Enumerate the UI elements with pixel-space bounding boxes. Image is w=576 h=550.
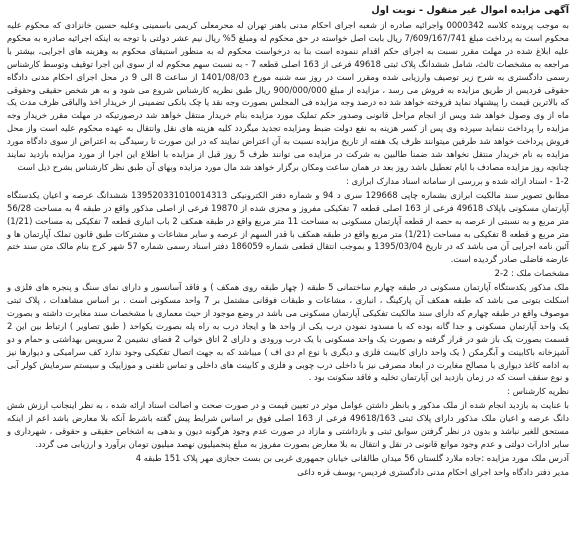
signature-line: مدیر دفتر دادگاه واحد اجرای احکام مدنی دادگستری فردیس- یوسف قره داغی [297, 466, 569, 477]
section-specs-heading: مشخصات ملک : 2-2 [494, 268, 569, 279]
notice-title: آگهی مزایده اموال غیر منقول - نوبت اول [371, 5, 569, 16]
section-opinion-body: با عنایت به بازدید انجام شده از ملک مذکور و بانظر داشتن عوامل موثر در تعیین قیمت و در صورت صحت و اصالت اسناد ارائه شده ، به نظر اینجانب ارزش شش دانگ عرصه و اعیان ملک مذکور دارای پلاک ثبتی 49618/163 فرعی از 163 اصلی فوق بر اساس شرایط پیش گفته باشرط آنکه بلا معارض باشد اعم از اینکه مستحق للغیر نباشد و بدون در نظر گرفتن سوابق ثبتی و بازداشتی و مازاد در صورت عدم وجود هرگونه دیون و بدهی به اشخاص حقیقی و حقوقی ، شهرداری و سایر ادارات دولتی و عدم وجود موانع قانونی در نقل و انتقال به بلا معارض بصورت مفروز به مبلغ پنجمیلیون نهصد میلیون تومان برآورد و ارزیابی می گردد. [7, 400, 569, 449]
intro-paragraph: به موجب پرونده کلاسه 0000342 واجرائیه صادره از شعبه اجرای احکام مدنی باهنر تهران له محرمعلی کریمی باسمینی وعلیه حسین خانزادی که محکوم علیه محکوم است به پرداخت مبلغ 7/609/167/741 ریال بابت اصل خواسته در حق محکوم له ومبلغ 5% ریال نیم عشر دولتی با توجه به اینکه اجرائیه صادره به محکوم علیه ابلاغ شده در مهلت مقرر نسبت به اجرای حکم اقدام ننموده است بنا به درخواست محکوم له به منظور استیفای محکوم به وهزینه های اجرایی، بیشتر با مراجعه به مشخصات ثالث، شامل ششدانگ پلاک ثبتی 49618 فرعی از 163 اصلی قطعه 7 - به نسبت سهم محکوم له از سوی این اجرا توقیف وتوسط کارشناس رسمی دادگستری به شرح زیر توصیف وارزیابی شده ومقرر است در روز سه شنبه مورخ 1401/08/03 از ساعت 8 الی 9 در محل اجرای احکام مدنی دادگاه حقوقی فردیس از طریق مزایده به فروش می رسد ، مزایده از مبلغ 900/000/000 ریال طبق نظریه کارشناس شروع می شود و به هر شخص حقیقی وحقوقی که بالاترین قیمت را پیشنهاد نماید فروخته خواهد شد ده درصد وجه مزایده فی المجلس بصورت وجه نقد یا چک بانکی تضمینی از خریدار اخذ والباقی ظرف مدت یک ماه از وی وصول خواهد شد وپس از انجام مراحل قانونی وصدور حکم تملیک مورد مزایده بنام خریدار منتقل خواهد شد درصورتیکه در مهلت مقرر خریدار وجه مزایده را پرداخت ننماید سپرده وی پس از کسر هزینه به نفع دولت ضبط ومزایده تجدید میگردد کلیه هزینه های نقل وانتقال به عهده محکوم علیه است واز محل فروش پرداخت خواهد شد طرفین میتوانند ظرف یک هفته از تاریخ مزایده نسبت به آن اعتراض نمایند که در این صورت تا رسیدگی به اعتراض از سوی دادگاه مورد مزایده به نام خریدار منتقل نخواهد شد ضمنا طالبین به شرکت در مزایده می توانند ظرف 5 روز قبل از مزایده با اطلاع این اجرا از مورد مزایده بازدید نمایند چنانچه روز مزایده مصادف با ایام تعطیل باشد روز بعد در همان ساعت ومکان برگزار خواهد شد مال مورد مزایده وبهای آن طبق نظر کارشناس بشرح ذیل است [7, 20, 570, 172]
section-documents-heading: 1-2 - اسناد ارائه شده و بررسی از سامانه اسناد مدارک ابرازی : [346, 175, 569, 186]
section-specs-body: ملک مذکور یکدستگاه آپارتمان مسکونی در طبقه چهارم ساختمانی 5 طبقه ( چهار طبقه روی همکف ) و فاقد آسانسور و دارای نمای سنگ و پنجره های فلزی و اسکلت بتونی می باشد که طبقه همکف آن پارکینگ ، انباری ، مشاعات و طبقات فوقانی مشتمل بر 7 واحد مسکونی است . بر اساس مشاهدات ، پلاک ثبتی موصوف واقع در طبقه چهارم که دارای سند مالکیت تفکیکی آپارتمان مسکونی می باشد در وضع موجود از حیث معماری با مشخصات سند مغایرت داشته و بصورت یک واحد آپارتمان مسکونی و جدا گانه بوده که با مسدود نمودن درب یکی از واحد ها و ایجاد درب به راه پله بصورت یکواحد ( طبق تصاویر ) ارتباط بین این 2 قسمت بصورت یک باز شو در قرار گرفته و بصورت یک واحد مسکونی با یک درب ورودی و دارای 2 اتاق خواب 2 فضای نشیمن 2 سرویس بهداشتی و حمام و دو آشپزخانه باکابینت و آبگرمکن ( یک واحد دارای کابینت فلزی و دیگری با نوع ام دی اف ) میباشد که به جهت اتصال تفکیکی وجود ندارد کف سرامیکی و دیوارها نیز به ادامه کاغذ دیواری با مصالح مغایرت در ابعاد مصرفی نیز با داخلی درب چوبی و فلزی و کابینت های داخلی و تماس تلفنی و موزاییک و سیستم سرمایش کولر آبی و نوع سقف است که در زمان بازدید این آپارتمان تخلیه و فاقد سکونت بود . [7, 282, 569, 383]
property-address: آدرس ملک مورد مزایده :جاده ملارد گلستان 56 میدان طالقانی خیابان جمهوری غربی بن بست حجازی مهر پلاک 151 طبقه 4 [135, 452, 569, 463]
section-documents-body: مطابق تصویر سند مالکیت ابرازی بشماره چاپی 129668 سری د 94 و شماره دفتر الکترونیکی 139520331010014313 ششدانگ عرصه و اعیان یکدستگاه آپارتمان مسکونی باپلاک 49618 فرعی از 163 اصلی قطعه 7 تفکیکی مفروز و مجزی شده از 19870 فرعی از اصلی مذکور واقع در طبقه 4 به مساحت 56/28 متر مربع و به نسبتی از عرصه به حصه از قطعه آپارتمان مسکونی به مساحت 11 متر مربع واقع در طبقه همکف 2 باب انباری قطعه 7 تفکیکی به مساحت (1/21) متر مربع و قطعه 8 تفکیکی به مساحت (1/21) متر مربع واقع در طبقه همکف با قدر السهم از عرصه و سایر مشاعات و مشترکات طبق قانون تملک آپارتمان ها و آئین نامه اجرایی آن می باشد که در تاریخ 1395/03/04 و بموجب انتقال قطعی شماره 186059 دفتر اسناد رسمی شماره 57 شهر کرج بنام مالک متن سند ختم عارضه فاضلی صادر گردیده است. [7, 189, 570, 265]
section-opinion-heading: نظریه کارشناس : [507, 386, 569, 397]
